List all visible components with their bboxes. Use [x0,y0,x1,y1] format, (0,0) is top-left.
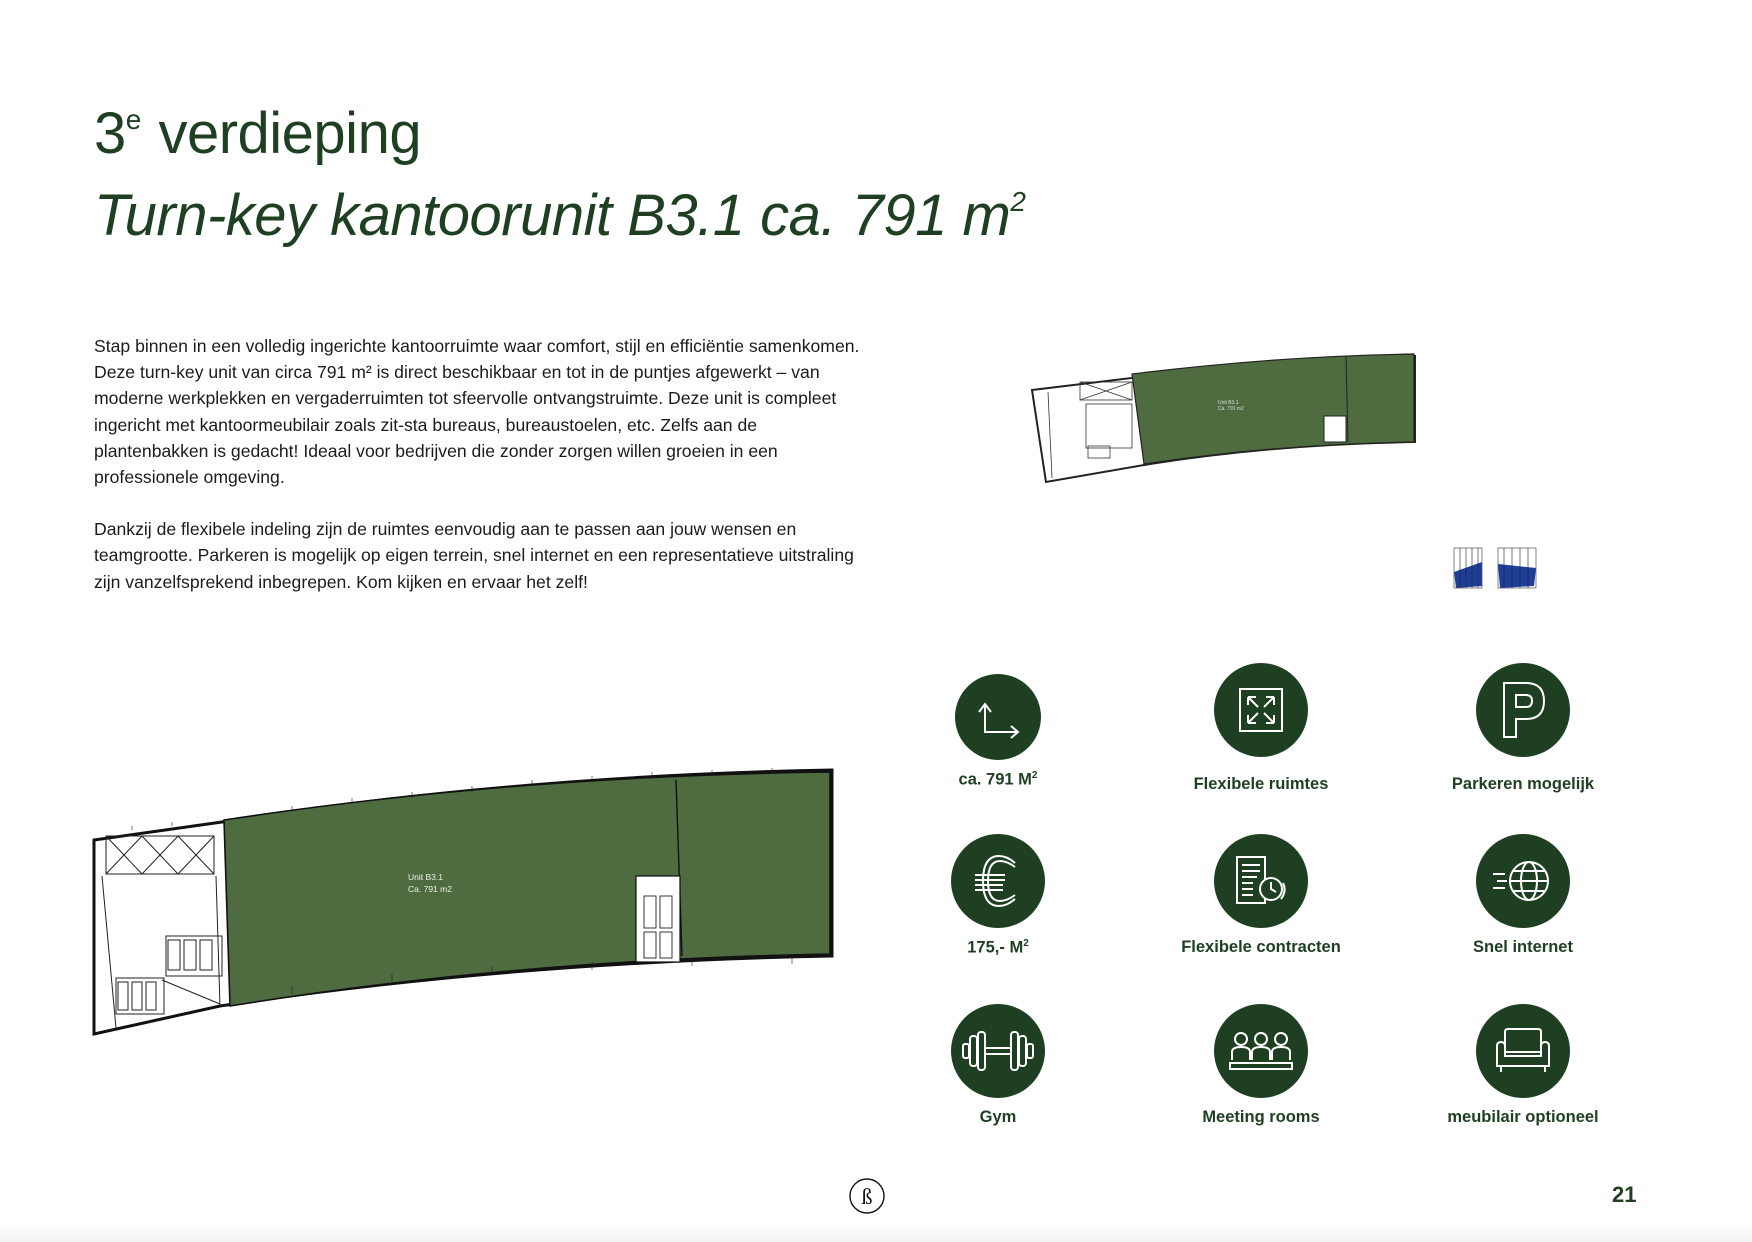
floorplan-small-unit-label: Unit B3.1 [1218,400,1239,406]
euro-icon [973,853,1023,909]
arrow-corner-icon [973,692,1023,742]
feature-area-circle [955,674,1041,760]
expand-icon [1236,685,1286,735]
feature-gym-circle [951,1004,1045,1098]
feature-meeting-rooms-circle [1214,1004,1308,1098]
floorplan-area-label: Ca. 791 m2 [408,884,452,894]
feature-price-circle [951,834,1045,928]
thumbnail-right [1498,548,1536,588]
title-floor: 3e verdieping [94,101,422,166]
page-title [94,86,1025,250]
description-paragraph-2: Dankzij de flexibele indeling zijn de ruimtes eenvoudig aan te passen aan jouw wensen en teamgrootte. Parkeren is mogelijk op eigen terrein, snel internet en een representatieve uitstraling zijn vanzelfsprekend inbegrepen. Kom kijken en ervaar het zelf! [94,519,854,592]
svg-text:ß: ß [861,1184,873,1209]
feature-internet: Snel internet [1403,834,1643,957]
title-unit: Turn-key kantoorunit B3.1 ca. 791 $m^2$ [94,183,1026,248]
armchair-icon [1493,1026,1553,1076]
parking-icon [1496,679,1550,741]
floorplan-small-area-label: Ca. 791 m2 [1218,406,1244,412]
feature-furniture: meubilair optioneel [1403,1004,1643,1127]
brand-logo [848,1177,886,1215]
globe-icon [1491,856,1555,906]
feature-flexible-spaces: Flexibele ruimtes [1141,663,1381,794]
page-bottom-shade [0,1222,1752,1242]
page-number: 21 [1612,1182,1637,1207]
feature-meeting-rooms: Meeting rooms [1141,1004,1381,1127]
floorplan-small [1028,348,1420,484]
feature-gym: Gym [878,1004,1118,1127]
contract-clock-icon [1231,853,1291,909]
description [94,333,864,621]
feature-parking-circle [1476,663,1570,757]
feature-area: ca. 791 $M^2$ [878,674,1118,790]
feature-price: 175,- $M^2$ [878,834,1118,958]
feature-flexible-contracts: Flexibele contracten [1141,834,1381,957]
feature-internet-circle [1476,834,1570,928]
feature-flexible-contracts-circle [1214,834,1308,928]
floorplan-large [92,766,842,1042]
people-icon [1229,1030,1293,1072]
feature-furniture-circle [1476,1004,1570,1098]
feature-flexible-spaces-circle [1214,663,1308,757]
thumbnail-left [1454,548,1482,588]
feature-parking: Parkeren mogelijk [1403,663,1643,794]
floorplan-unit-label: Unit B3.1 [408,872,443,882]
description-paragraph-1: Stap binnen in een volledig ingerichte kantoorruimte waar comfort, stijl en efficiëntie samenkomen. Deze turn-key unit van circa 791 m² is direct beschikbaar en tot in de puntjes afgewerkt – van moderne werkplekken en vergaderruimten tot sfeervolle ontvangstruimte. Deze unit is compleet ingericht met kantoormeubilair zoals zit-sta bureaus, bureaustoelen, etc. Zelfs aan de plantenbakken is gedacht! Ideaal voor bedrijven die zonder zorgen willen groeien in een professionele omgeving. [94,336,860,488]
dumbbell-icon [961,1026,1035,1076]
floorplan-thumbnails [1450,546,1538,592]
